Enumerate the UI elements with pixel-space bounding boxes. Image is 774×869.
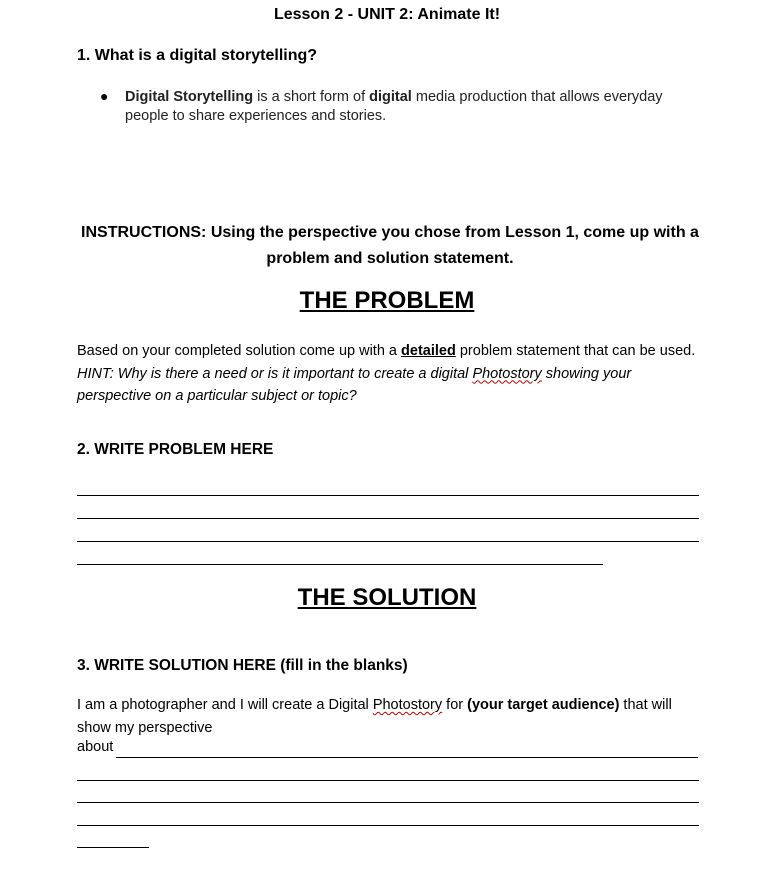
problem-text-a: Based on your completed solution come up with a	[77, 343, 402, 359]
hint-photostory-word: Photostory	[472, 365, 542, 382]
question-1-heading: 1. What is a digital storytelling?	[77, 47, 318, 64]
problem-heading: THE PROBLEM	[299, 287, 475, 314]
hint-text-b: showing your perspective on a particular subject or topic?	[77, 365, 632, 404]
definition-bold-word: digital	[369, 89, 412, 105]
problem-answer-line-2[interactable]	[77, 518, 699, 519]
problem-bold-word: detailed	[401, 343, 456, 359]
solution-text-a: I am a photographer and I will create a Digital	[77, 697, 373, 713]
write-problem-label: 2. WRITE PROBLEM HERE	[77, 441, 274, 458]
problem-answer-line-4[interactable]	[77, 564, 603, 565]
solution-text-c: that will show my perspective	[77, 697, 672, 736]
hint-text-a: HINT: Why is there a need or is it important to create a digital	[77, 365, 473, 382]
instructions-line-2: problem and solution statement.	[266, 250, 514, 267]
solution-photostory-word: Photostory	[372, 697, 443, 713]
definition-part-2: media production that allows everyday people to share experiences and stories.	[125, 89, 663, 124]
solution-statement	[77, 694, 702, 739]
instructions	[70, 220, 710, 272]
problem-answer-line-1[interactable]	[77, 495, 699, 496]
solution-answer-line-4[interactable]	[77, 825, 699, 826]
instructions-line-1: INSTRUCTIONS: Using the perspective you chose from Lesson 1, come up with a	[81, 224, 699, 241]
solution-text-b: for	[442, 697, 468, 713]
solution-heading: THE SOLUTION	[297, 584, 477, 611]
solution-answer-line-2[interactable]	[77, 780, 699, 781]
document-title: Lesson 2 - UNIT 2: Animate It!	[273, 6, 501, 23]
target-audience-blank: (your target audience)	[467, 697, 620, 713]
solution-answer-line-1[interactable]	[116, 757, 698, 758]
problem-answer-line-3[interactable]	[77, 541, 699, 542]
term-digital-storytelling: Digital Storytelling	[125, 89, 254, 105]
solution-answer-line-3[interactable]	[77, 802, 699, 803]
problem-description	[77, 340, 702, 408]
problem-text-b: problem statement that can be used.	[455, 343, 696, 359]
solution-answer-line-5[interactable]	[77, 847, 149, 848]
bullet-icon: ●	[100, 88, 109, 104]
write-solution-label: 3. WRITE SOLUTION HERE (fill in the blanks)	[77, 657, 408, 674]
definition-part: is a short form of	[253, 89, 370, 105]
about-label: about	[77, 739, 114, 755]
definition-text	[125, 88, 705, 126]
